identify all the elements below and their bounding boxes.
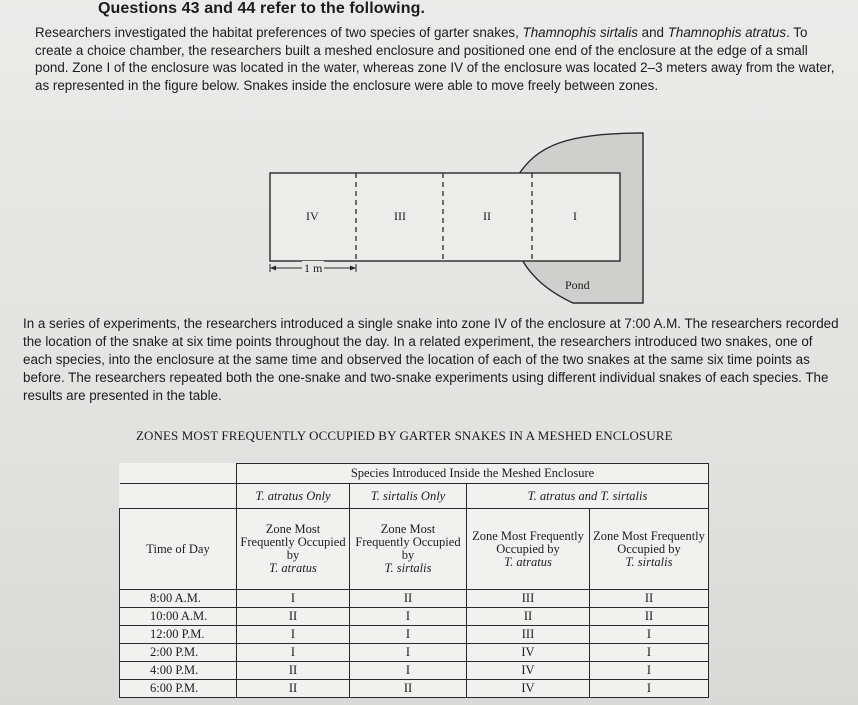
zone-label-i: I [573,209,577,223]
table-row [120,662,709,680]
col-header-atratus-only: Zone Most Frequently Occupied by T. atratus [237,509,350,590]
group-both: T. atratus and T. sirtalis [467,484,709,509]
zone-cell: I [590,662,709,680]
zone-cell: II [590,608,709,626]
zone-cell: I [237,644,350,662]
time-cell: 4:00 P.M. [120,662,237,680]
zone-cell: II [350,680,467,698]
pond-label: Pond [565,278,590,292]
experiment-paragraph: In a series of experiments, the researchers introduced a single snake into zone IV of the enclosure at 7:00 A.M. The researchers recorded the location of the snake at six time points throughout the day. In a related experiment, the researchers introduced two snakes, one of each species, into the enclosure at the same time and observed the location of each of the two snakes at the same six time points as before. The researchers repeated both the one-snake and two-snake experiments using different individual snakes of each species. The results are presented in the table. [23,316,839,403]
table-body [120,590,709,698]
zone-cell: IV [467,662,590,680]
results-table [119,463,709,698]
zone-cell: II [237,662,350,680]
zone-cell: I [237,590,350,608]
time-cell: 8:00 A.M. [120,590,237,608]
enclosure-figure [255,130,645,305]
zone-label-ii: II [483,209,491,223]
question-title: Questions 43 and 44 refer to the following. [98,0,426,17]
table-row [120,590,709,608]
zone-cell: IV [467,644,590,662]
time-cell: 6:00 P.M. [120,680,237,698]
zone-cell: III [467,626,590,644]
table-title: ZONES MOST FREQUENTLY OCCUPIED BY GARTER SNAKES IN A MESHED ENCLOSURE [136,428,673,443]
group-atratus-only: T. atratus Only [237,484,350,509]
col-header-both-atratus: Zone Most Frequently Occupied by T. atratus [467,509,590,590]
zone-cell: I [350,644,467,662]
species-header: Species Introduced Inside the Meshed Enclosure [237,464,709,484]
zone-cell: II [350,590,467,608]
zone-label-iv: IV [306,209,319,223]
zone-cell: IV [467,680,590,698]
table-row [120,608,709,626]
col-header-both-sirtalis: Zone Most Frequently Occupied by T. sirtalis [590,509,709,590]
zone-cell: II [590,590,709,608]
enclosure-rect [270,173,620,261]
zone-cell: I [590,626,709,644]
table-row [120,626,709,644]
group-sirtalis-only: T. sirtalis Only [350,484,467,509]
time-cell: 10:00 A.M. [120,608,237,626]
zone-cell: I [350,608,467,626]
zone-cell: I [237,626,350,644]
col-header-sirtalis-only: Zone Most Frequently Occupied by T. sirtalis [350,509,467,590]
scale-label: 1 m [304,261,323,275]
zone-cell: II [467,608,590,626]
zone-cell: II [237,680,350,698]
time-cell: 2:00 P.M. [120,644,237,662]
intro-paragraph: Researchers investigated the habitat preferences of two species of garter snakes, Thamnophis sirtalis and Thamnophis atratus. To create a choice chamber, the researchers built a meshed enclosure and positioned one end of the enclosure at the edge of a small pond. Zone I of the enclosure was located in the water, whereas zone IV of the enclosure was located 2–3 meters away from the water, as represented in the figure below. Snakes inside the enclosure were able to move freely between zones. [35,25,835,93]
time-cell: 12:00 P.M. [120,626,237,644]
zone-cell: I [350,626,467,644]
zone-cell: III [467,590,590,608]
zone-cell: II [237,608,350,626]
time-header: Time of Day [120,509,237,590]
zone-cell: I [350,662,467,680]
zone-label-iii: III [394,209,406,223]
table-row [120,680,709,698]
zone-cell: I [590,680,709,698]
zone-cell: I [590,644,709,662]
table-row [120,644,709,662]
